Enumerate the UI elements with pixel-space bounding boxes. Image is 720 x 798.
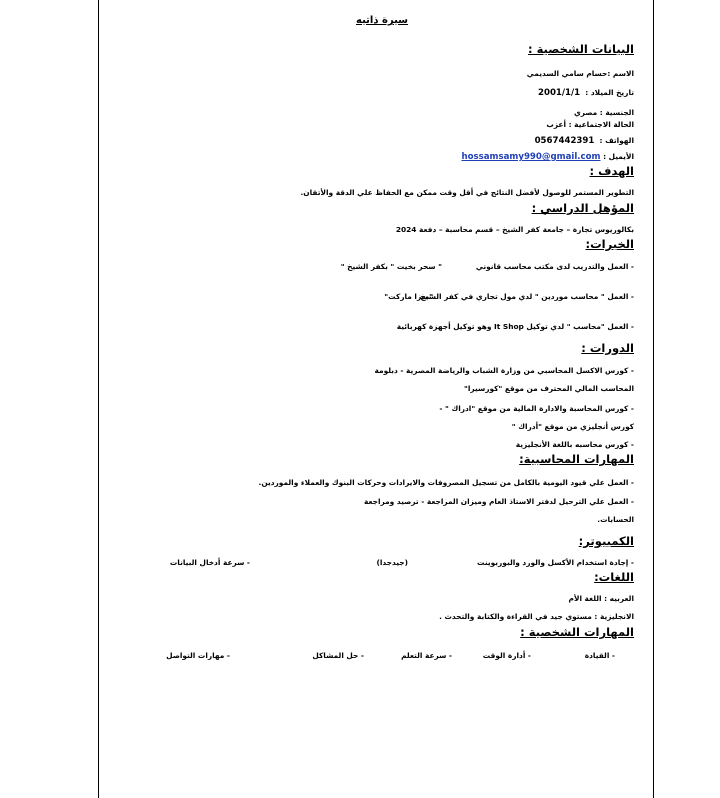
course-line-3: - كورس المحاسبة والادارة المالية من موقع "ادراك " -: [439, 404, 634, 413]
email-label: الأيميل :: [603, 152, 634, 161]
personal-skill-3: - سرعة التعلم: [401, 651, 452, 660]
computer-heading: الكمبيوتر:: [578, 534, 634, 548]
language-english: الانجليزية : مستوي جيد في القراءة والكتابة والتحدث .: [439, 612, 634, 621]
experience-heading: الخبرات:: [585, 237, 634, 251]
language-arabic: العربيه : اللغة الأم: [568, 594, 634, 603]
education-heading: المؤهل الدراسي :: [531, 201, 634, 215]
personal-skill-5: - مهارات التواصل: [166, 651, 230, 660]
personal-phone: الهواتف : 0567442391: [534, 136, 634, 146]
personal-heading: البيانات الشخصية :: [527, 42, 634, 56]
course-line-5: - كورس محاسبه باللغة الأنجليزية: [515, 440, 634, 449]
accounting-skill-line-3: الحسابات.: [597, 515, 634, 524]
experience-item-2: - العمل " محاسب موردين " لدي مول تجاري في كفر الشيخ: [420, 292, 634, 301]
objective-text: التطوير المستمر للوصول لأفضل النتائج في أقل وقت ممكن مع الحفاظ علي الدقة والأتقان.: [300, 188, 634, 197]
education-text: بكالوريوس تجارة – جامعة كفر الشيخ – قسم محاسبة – دفعة 2024: [395, 225, 634, 234]
personal-dob: تاريخ الميلاد : 2001/1/1: [537, 88, 634, 98]
accounting-skills-heading: المهارات المحاسبية:: [519, 452, 634, 466]
page-left-border: [98, 0, 99, 798]
languages-heading: اللغات:: [594, 570, 634, 584]
course-line-1: - كورس الاكسل المحاسبي من وزارة الشباب والرياضة المصرية - دبلومة: [374, 366, 634, 375]
phone-label: الهواتف: [605, 136, 634, 145]
accounting-skill-line-2: - العمل علي الترحيل لدفتر الاستاذ العام وميزان المراجعة - ترصيد ومراجعة: [363, 497, 634, 506]
personal-skills-heading: المهارات الشخصية :: [520, 625, 634, 639]
personal-skill-1: - القيادة: [584, 651, 615, 660]
computer-skill: - إجادة استخدام الأكسل والورد والبوربوينت: [477, 558, 634, 567]
experience-item-1: - العمل والتدريب لدى مكتب محاسب قانوني: [475, 262, 634, 271]
personal-skill-2: - أدارة الوقت: [482, 651, 531, 660]
personal-email: [461, 152, 634, 162]
personal-nationality: الجنسية : مصري: [573, 108, 634, 117]
computer-extra: - سرعة أدخال البيانات: [169, 558, 250, 567]
computer-level: (جيدجدا): [376, 558, 408, 567]
personal-name: الاسم :حسام سامي السديمي: [526, 69, 634, 78]
course-line-2: المحاسب المالي المحترف من موقع "كورسيرا": [463, 384, 634, 393]
objective-heading: الهدف :: [589, 164, 634, 178]
phone-value: 0567442391: [534, 136, 595, 146]
course-line-4: كورس أنجليزي من موقع "أدراك ": [511, 422, 634, 431]
dob-label: تاريخ الميلاد: [590, 88, 634, 97]
experience-item-3: - العمل "محاسب " لدي توكيل It Shop وهو توكيل أجهزة كهربائية: [396, 322, 634, 331]
email-link[interactable]: hossamsamy990@gmail.com: [461, 152, 601, 162]
experience-item-2-place: "ميزا ماركت": [384, 292, 433, 301]
personal-skill-4: - حل المشاكل: [312, 651, 364, 660]
accounting-skill-line-1: - العمل علي قيود اليومية بالكامل من تسجيل المصروفات والايرادات وحركات البنوك والعملاء والموردين.: [258, 478, 634, 487]
personal-marital: الحالة الاجتماعية : أعزب: [546, 120, 634, 129]
experience-item-1-place: " سحر بخيت " بكفر الشيخ ": [340, 262, 442, 271]
dob-value: 2001/1/1: [537, 88, 581, 98]
document-title: سيرة ذاتيه: [356, 15, 408, 26]
courses-heading: الدورات :: [581, 341, 634, 355]
page-right-border: [653, 0, 654, 798]
